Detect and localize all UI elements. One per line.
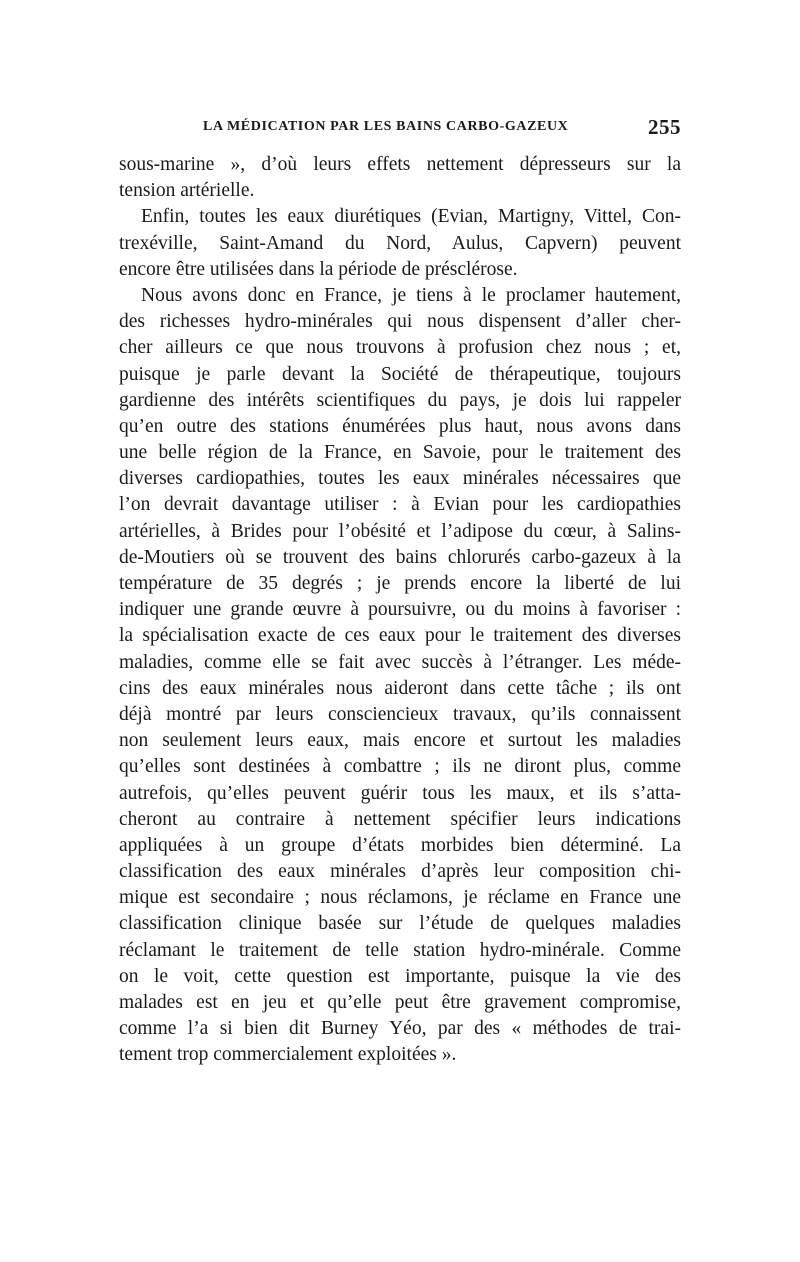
text-line: cher ailleurs ce que nous trouvons à profusion chez nous ; et, — [119, 337, 681, 359]
text-line: tement trop commercialement exploitées ». — [119, 1044, 457, 1066]
text-line: encore être utilisées dans la période de présclérose. — [119, 258, 518, 280]
text-line: puisque je parle devant la Société de thérapeutique, toujours — [119, 363, 681, 385]
body-text — [119, 152, 681, 1069]
text-line: tension artérielle. — [119, 180, 255, 202]
text-line: malades est en jeu et qu’elle peut être gravement compromise, — [119, 992, 681, 1013]
text-line: artérielles, à Brides pour l’obésité et l’adipose du cœur, à Salins- — [119, 520, 681, 542]
text-line: déjà montré par leurs consciencieux travaux, qu’ils connaissent — [119, 703, 681, 725]
text-line: gardienne des intérêts scientifiques du pays, je dois lui rappeler — [119, 389, 681, 411]
text-line: autrefois, qu’elles peuvent guérir tous les maux, et ils s’atta- — [119, 782, 681, 804]
text-line: Nous avons donc en France, je tiens à le proclamer hautement, — [141, 284, 681, 306]
text-line: mique est secondaire ; nous réclamons, je réclame en France une — [119, 887, 681, 909]
text-line: trexéville, Saint-Amand du Nord, Aulus, Capvern) peuvent — [119, 232, 681, 254]
text-line: non seulement leurs eaux, mais encore et surtout les maladies — [119, 730, 681, 752]
text-line: Enfin, toutes les eaux diurétiques (Evian, Martigny, Vittel, Con- — [141, 206, 681, 228]
text-line: réclamant le traitement de telle station hydro-minérale. Comme — [119, 939, 681, 961]
text-line: des richesses hydro-minérales qui nous dispensent d’aller cher- — [119, 311, 681, 333]
text-line: cins des eaux minérales nous aideront dans cette tâche ; ils ont — [119, 677, 681, 699]
text-line: classification clinique basée sur l’étude de quelques maladies — [119, 913, 681, 935]
text-line: appliquées à un groupe d’états morbides bien déterminé. La — [119, 834, 681, 856]
text-line: température de 35 degrés ; je prends encore la liberté de lui — [119, 573, 681, 594]
text-line: indiquer une grande œuvre à poursuivre, ou du moins à favoriser : — [119, 599, 681, 621]
page-number: 255 — [648, 115, 681, 139]
text-line: l’on devrait davantage utiliser : à Evian pour les cardiopathies — [119, 494, 681, 516]
text-line: comme l’a si bien dit Burney Yéo, par des « méthodes de trai- — [119, 1018, 681, 1040]
running-head — [119, 115, 681, 139]
text-line: classification des eaux minérales d’après leur composition chi- — [119, 861, 681, 883]
text-line: qu’en outre des stations énumérées plus haut, nous avons dans — [119, 415, 681, 437]
text-line: de-Moutiers où se trouvent des bains chlorurés carbo-gazeux à la — [119, 546, 681, 568]
book-page — [119, 0, 681, 1262]
text-line: maladies, comme elle se fait avec succès à l’étranger. Les méde- — [119, 651, 681, 673]
text-line: on le voit, cette question est importante, puisque la vie des — [119, 965, 681, 987]
text-line: la spécialisation exacte de ces eaux pour le traitement des diverses — [119, 625, 681, 647]
running-title: LA MÉDICATION PAR LES BAINS CARBO-GAZEUX — [203, 119, 569, 134]
text-line: sous-marine », d’où leurs effets nettement dépresseurs sur la — [119, 154, 681, 175]
text-line: cheront au contraire à nettement spécifier leurs indications — [119, 808, 681, 830]
text-line: qu’elles sont destinées à combattre ; ils ne diront plus, comme — [119, 756, 681, 778]
text-line: une belle région de la France, en Savoie, pour le traitement des — [119, 442, 681, 464]
text-line: diverses cardiopathies, toutes les eaux minérales nécessaires que — [119, 468, 681, 490]
